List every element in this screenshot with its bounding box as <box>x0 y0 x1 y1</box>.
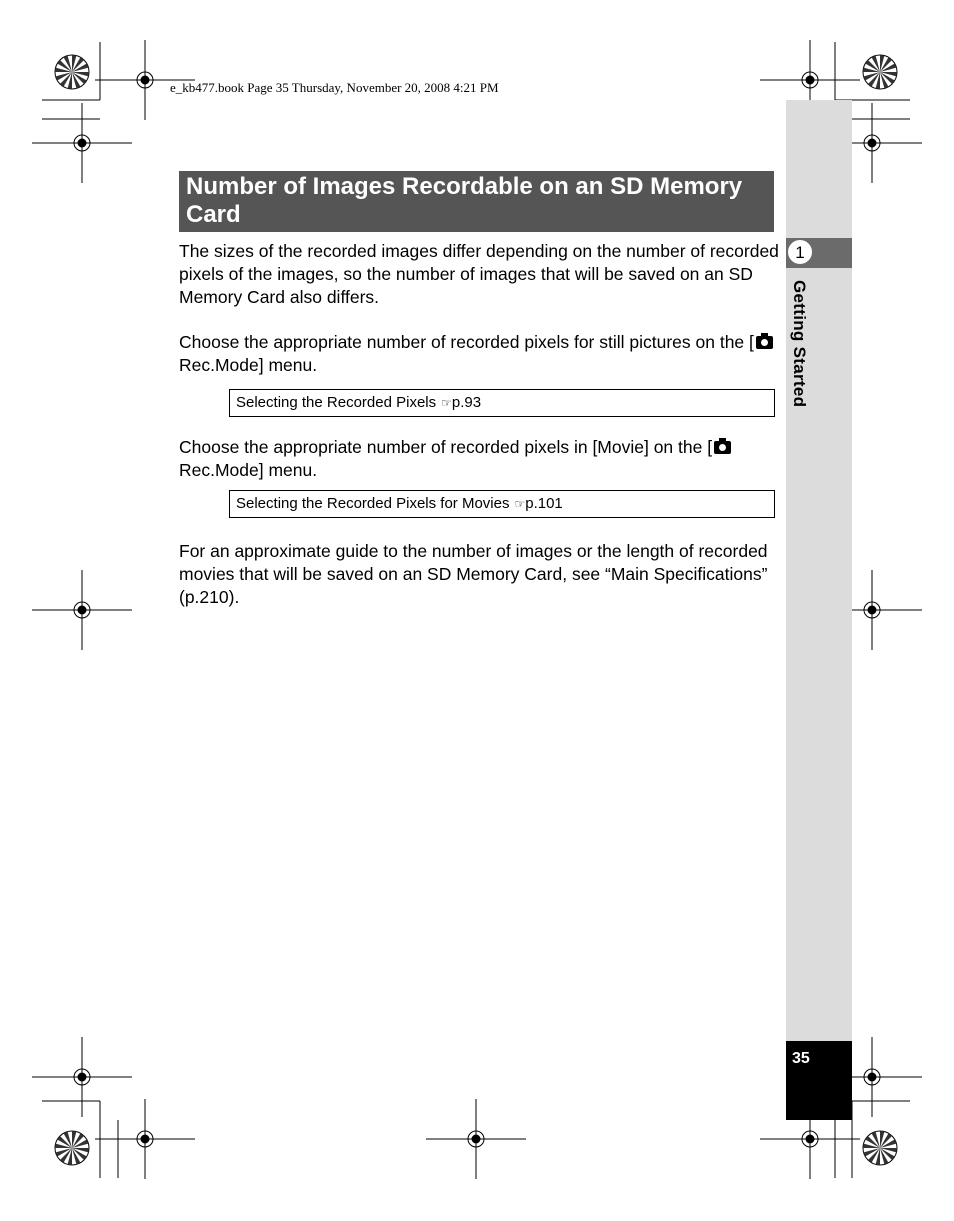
registration-mark <box>426 1099 526 1179</box>
star-target-mark <box>863 1131 897 1165</box>
chapter-number: 1 <box>788 240 812 264</box>
still-pixels-paragraph <box>179 331 779 377</box>
movie-pixels-reference <box>229 490 775 518</box>
star-target-mark <box>55 1131 89 1165</box>
registration-mark <box>32 1037 132 1117</box>
section-title: Number of Images Recordable on an SD Memory Card <box>186 173 743 228</box>
registration-mark <box>32 103 132 183</box>
reference-text: Selecting the Recorded Pixels <box>236 394 437 411</box>
pointing-hand-icon: ☞ <box>441 396 452 410</box>
reference-text: Selecting the Recorded Pixels for Movies <box>236 495 510 512</box>
camera-icon <box>756 336 773 349</box>
intro-paragraph: The sizes of the recorded images differ depending on the number of recorded pixels of the images, so the number of images that will be saved on an SD Memory Card also differs. <box>179 241 779 307</box>
chapter-title: Getting Started <box>790 280 809 408</box>
star-target-mark <box>55 55 89 89</box>
pointing-hand-icon: ☞ <box>514 497 526 511</box>
print-header: e_kb477.book Page 35 Thursday, November 20, 2008 4:21 PM <box>170 80 499 95</box>
movie-text-end: Rec.Mode] menu. <box>179 460 318 480</box>
movie-text-start: Choose the appropriate number of recorded pixels in [Movie] on the [ <box>179 437 713 457</box>
registration-mark <box>95 1099 195 1179</box>
reference-page[interactable]: p.101 <box>525 495 563 512</box>
still-pixels-reference <box>229 389 775 417</box>
still-text-start: Choose the appropriate number of recorded pixels for still pictures on the [ <box>179 332 754 352</box>
guide-paragraph: For an approximate guide to the number of images or the length of recorded movies that will be saved on an SD Memory Card, see “Main Specifications” (p.210). <box>179 541 768 607</box>
camera-icon <box>714 441 731 454</box>
still-text-end: Rec.Mode] menu. <box>179 355 318 375</box>
movie-pixels-paragraph <box>179 436 779 482</box>
registration-mark <box>32 570 132 650</box>
reference-page[interactable]: p.93 <box>451 394 482 411</box>
page-number: 35 <box>792 1050 810 1067</box>
star-target-mark <box>863 55 897 89</box>
